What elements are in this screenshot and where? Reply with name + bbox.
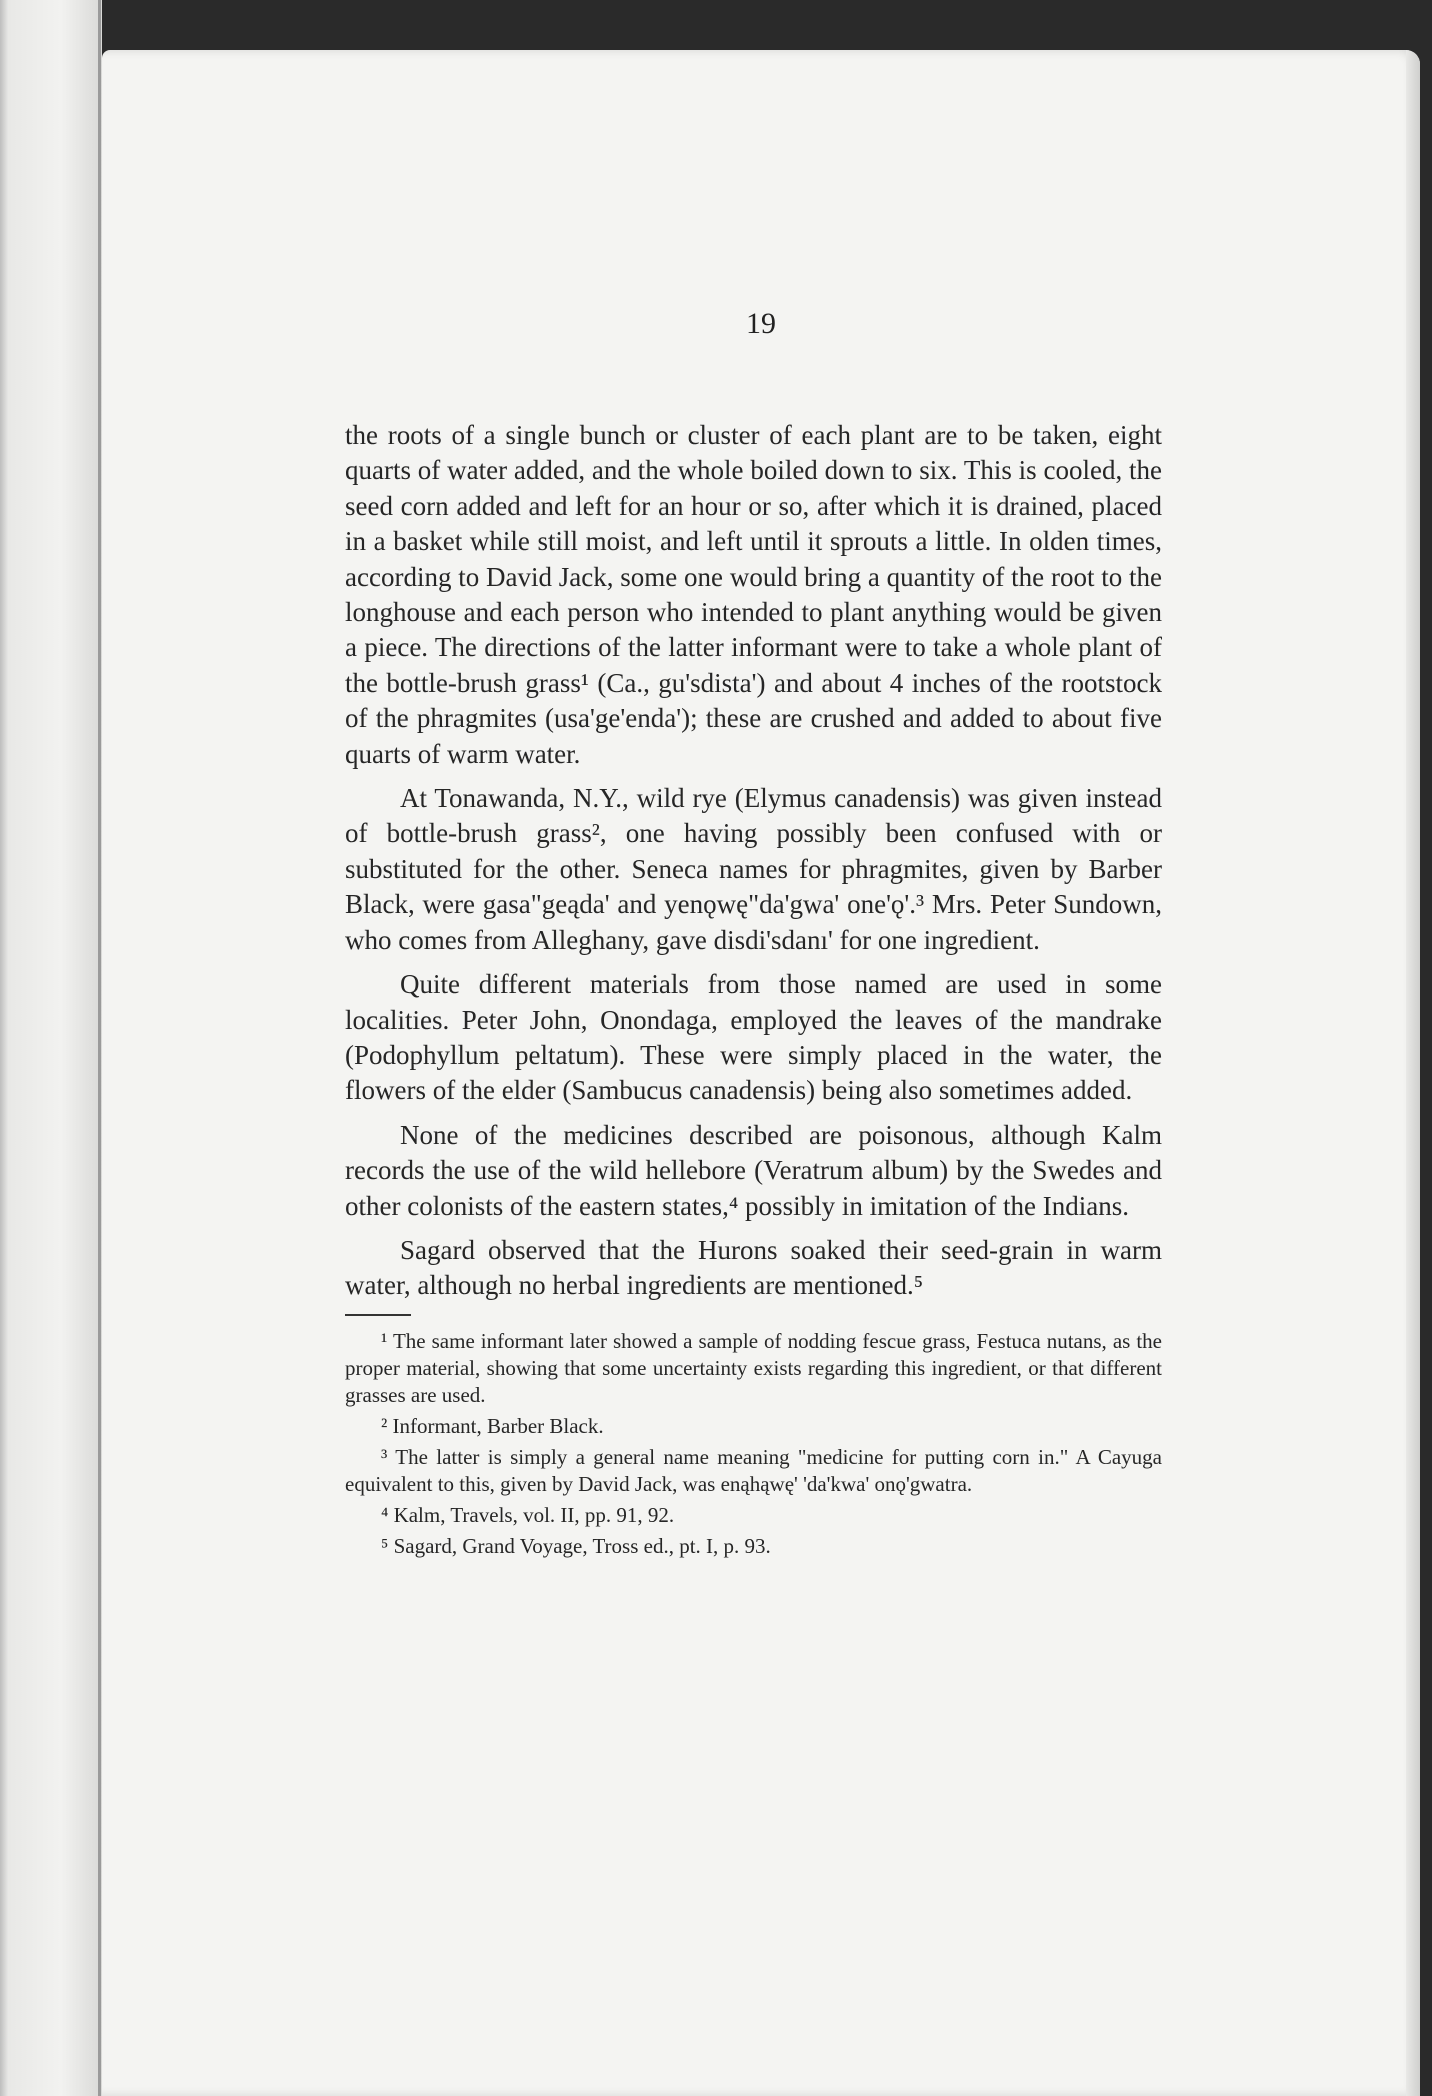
paragraph: At Tonawanda, N.Y., wild rye (Elymus canadensis) was given instead of bottle-brush grass², one having possibly been confused with or substituted for the other. Seneca names for phragmites, given by Barber Black, were gasa"geąda' and yenǫwę"da'gwa' one'ǫ'.³ Mrs. Peter Sundown, who comes from Alleghany, gave disdi'sdanı' for one ingredient. (345, 783, 1162, 955)
paragraph: Quite different materials from those named are used in some localities. Peter John, Onondaga, employed the leaves of the mandrake (Podophyllum peltatum). These were simply placed in the water, the flowers of the elder (Sambucus canadensis) being also sometimes added. (345, 969, 1162, 1106)
paragraph: None of the medicines described are poisonous, although Kalm records the use of the wild hellebore (Veratrum album) by the Swedes and other colonists of the eastern states,⁴ possibly in imitation of the Indians. (345, 1119, 1162, 1221)
paragraph: Sagard observed that the Hurons soaked their seed-grain in warm water, although no herbal ingredients are mentioned.⁵ (345, 1234, 1162, 1301)
page-edge (1406, 50, 1420, 2096)
footnote: ¹ The same informant later showed a sample of nodding fescue grass, Festuca nutans, as the proper material, showing that some uncertainty exists regarding this ingredient, or that different grasses are used. (345, 1328, 1162, 1407)
body-text (345, 418, 1162, 1564)
footnote: ³ The latter is simply a general name meaning "medicine for putting corn in." A Cayuga equivalent to this, given by David Jack, was enąhąwę' 'da'kwa' onǫ'gwatra. (345, 1444, 1162, 1496)
book-gutter (0, 0, 102, 2096)
footnote: ² Informant, Barber Black. (381, 1413, 604, 1438)
book-page (102, 50, 1420, 2096)
footnote: ⁴ Kalm, Travels, vol. II, pp. 91, 92. (381, 1502, 675, 1527)
page-number: 19 (746, 307, 776, 340)
footnote-divider (345, 1314, 411, 1316)
gutter-line (98, 0, 101, 2096)
footnotes (345, 1328, 1162, 1560)
footnote: ⁵ Sagard, Grand Voyage, Tross ed., pt. I, p. 93. (381, 1533, 771, 1558)
paragraph: the roots of a single bunch or cluster of each plant are to be taken, eight quarts of water added, and the whole boiled down to six. This is cooled, the seed corn added and left for an hour or so, after which it is drained, placed in a basket while still moist, and left until it sprouts a little. In olden times, according to David Jack, some one would bring a quantity of the root to the longhouse and each person who intended to plant anything would be given a piece. The directions of the latter informant were to take a whole plant of the bottle-brush grass¹ (Ca., gu'sdista') and about 4 inches of the rootstock of the phragmites (usa'ge'enda'); these are crushed and added to about five quarts of warm water. (345, 420, 1162, 769)
